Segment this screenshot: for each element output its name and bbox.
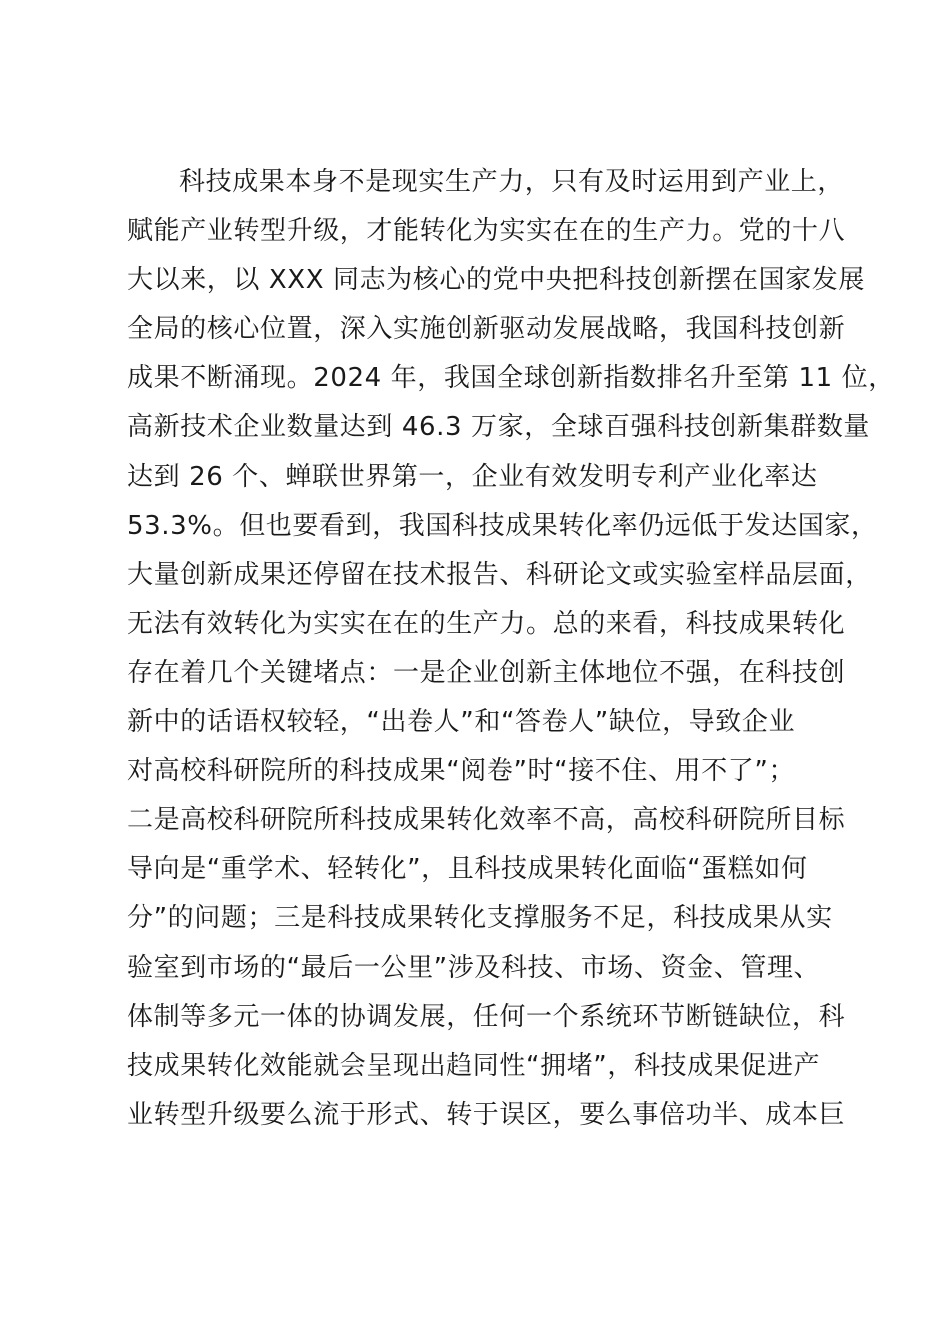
paragraph-line: 无法有效转化为实实在在的生产力。总的来看，科技成果转化 bbox=[127, 608, 846, 639]
paragraph-line: 赋能产业转型升级，才能转化为实实在在的生产力。党的十八 bbox=[127, 216, 846, 247]
paragraph-line: 导向是“重学术、轻转化”，且科技成果转化面临“蛋糕如何 bbox=[127, 854, 808, 885]
paragraph-line: 科技成果本身不是现实生产力，只有及时运用到产业上， bbox=[179, 167, 845, 197]
paragraph-line: 分”的问题；三是科技成果转化支撑服务不足，科技成果从实 bbox=[127, 903, 833, 934]
paragraph-line: 大量创新成果还停留在技术报告、科研论文或实验室样品层面， bbox=[127, 559, 872, 590]
paragraph-line: 新中的话语权较轻，“出卷人”和“答卷人”缺位，导致企业 bbox=[127, 707, 796, 738]
paragraph-line: 验室到市场的“最后一公里”涉及科技、市场、资金、管理、 bbox=[127, 952, 821, 983]
paragraph-line: 成果不断涌现。2024 年，我国全球创新指数排名升至第 11 位， bbox=[127, 363, 895, 394]
paragraph-line: 53.3%。但也要看到，我国科技成果转化率仍远低于发达国家， bbox=[127, 510, 878, 541]
paragraph-line: 存在着几个关键堵点：一是企业创新主体地位不强，在科技创 bbox=[127, 657, 846, 688]
paragraph-line: 高新技术企业数量达到 46.3 万家，全球百强科技创新集群数量 bbox=[127, 412, 871, 443]
paragraph-line: 全局的核心位置，深入实施创新驱动发展战略，我国科技创新 bbox=[127, 314, 846, 345]
paragraph-line: 大以来，以 XXX 同志为核心的党中央把科技创新摆在国家发展 bbox=[127, 265, 865, 296]
document-body bbox=[127, 167, 895, 1140]
paragraph-line: 体制等多元一体的协调发展，任何一个系统环节断链缺位，科 bbox=[127, 1001, 846, 1032]
paragraph-line: 业转型升级要么流于形式、转于误区，要么事倍功半、成本巨 bbox=[127, 1099, 846, 1130]
paragraph-line: 对高校科研院所的科技成果“阅卷”时“接不住、用不了”； bbox=[127, 756, 796, 787]
paragraph-line: 达到 26 个、蝉联世界第一，企业有效发明专利产业化率达 bbox=[127, 461, 818, 492]
paragraph-line: 技成果转化效能就会呈现出趋同性“拥堵”，科技成果促进产 bbox=[127, 1050, 821, 1081]
paragraph-line: 二是高校科研院所科技成果转化效率不高，高校科研院所目标 bbox=[127, 805, 846, 836]
